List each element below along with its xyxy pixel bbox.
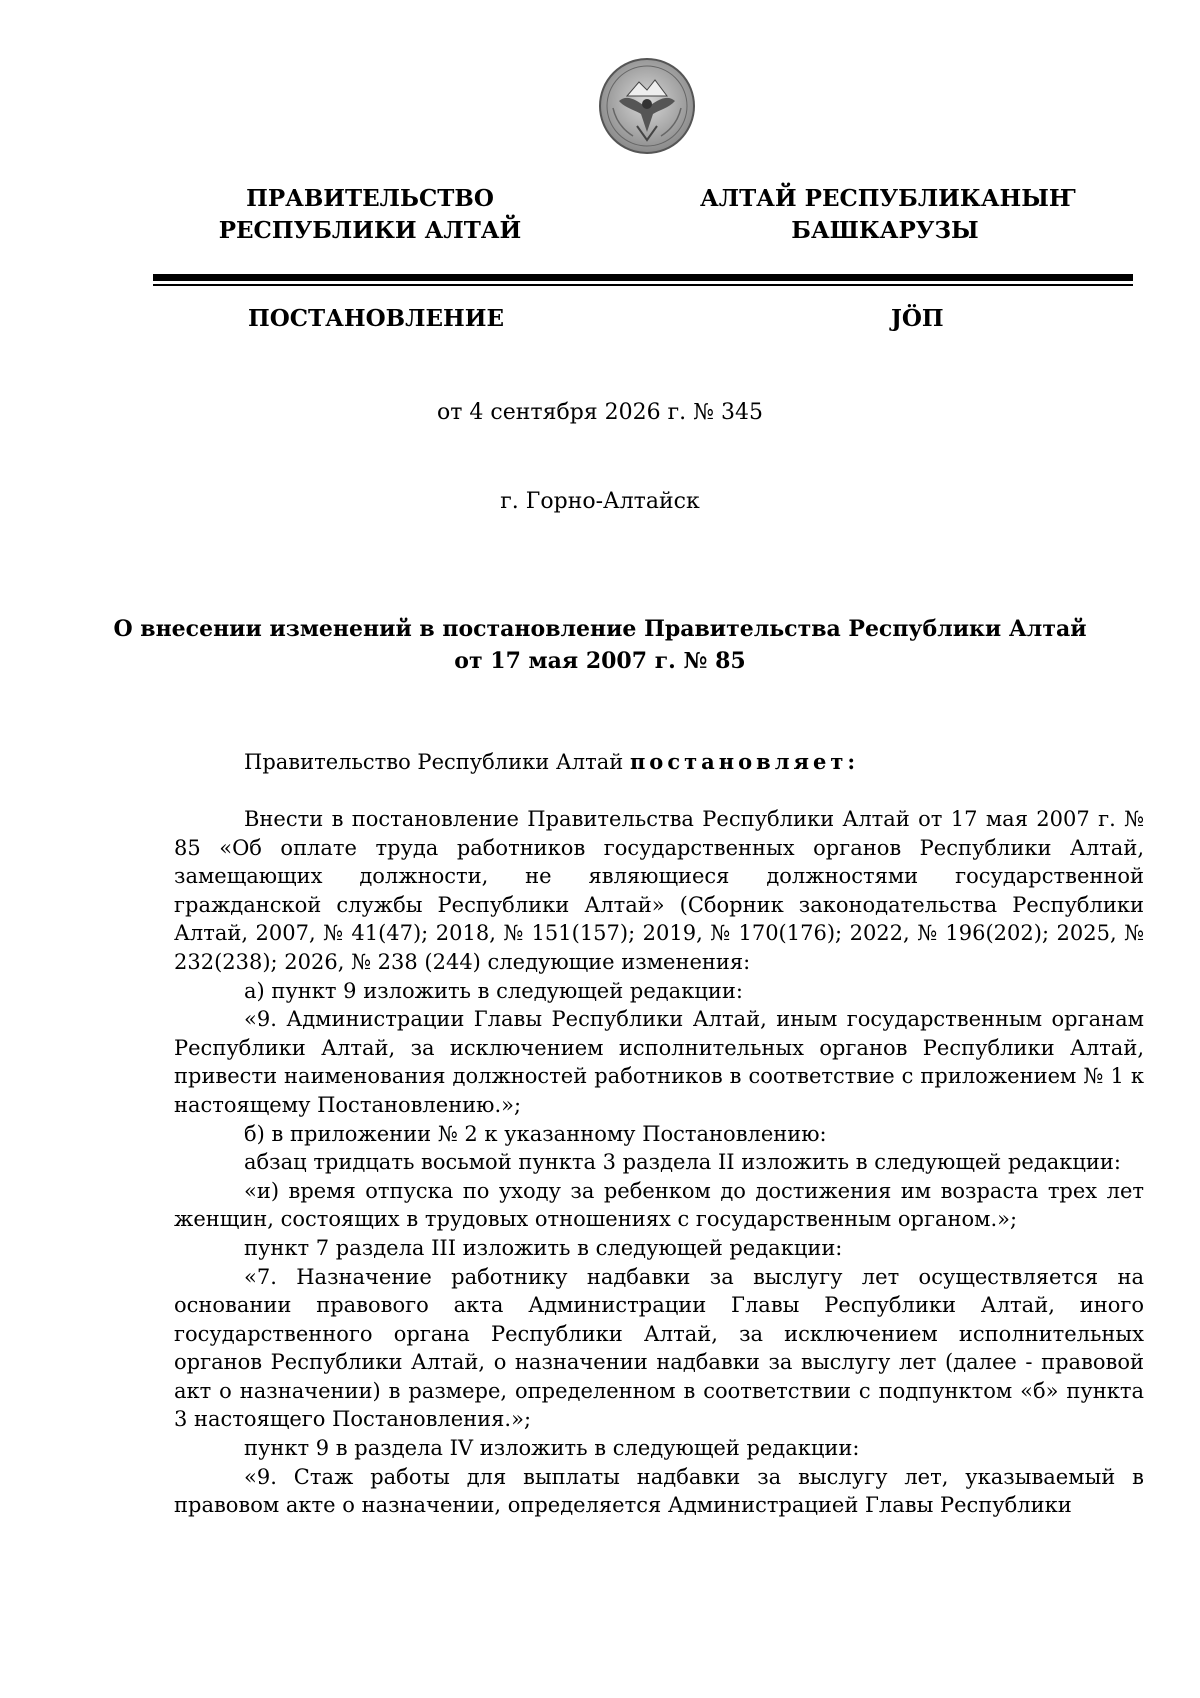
document-title — [0, 613, 1200, 677]
body-paragraph: Внести в постановление Правительства Республики Алтай от 17 мая 2007 г. № 85 «Об оплате труда работников государственных органов Республики Алтай, замещающих должности, не являющиеся должностями государственной гражданской службы Республики Алтай» (Сборник законодательства Республики Алтай, 2007, № 41(47); 2018, № 151(157); 2019, № 170(176); 2022, № 196(202); 2025, № 232(238); 2026, № 238 (244) следующие изменения: — [174, 807, 1144, 974]
body-paragraph: а) пункт 9 изложить в следующей редакции: — [244, 978, 743, 1003]
issuer-line: БАШКАРУЗЫ — [791, 217, 979, 244]
issuer-line: ПРАВИТЕЛЬСТВО — [246, 185, 494, 212]
intro-text: Правительство Республики Алтай — [244, 750, 630, 774]
intro-emphasis: постановляет: — [629, 749, 860, 774]
document-type-russian: ПОСТАНОВЛЕНИЕ — [248, 305, 504, 332]
body-paragraph: абзац тридцать восьмой пункта 3 раздела II изложить в следующей редакции: — [244, 1150, 1121, 1175]
issuer-line: РЕСПУБЛИКИ АЛТАЙ — [218, 217, 522, 244]
issuer-name-russian — [200, 183, 540, 247]
body-paragraph: пункт 7 раздела III изложить в следующей редакции: — [244, 1235, 843, 1260]
resolution-intro — [174, 748, 1144, 777]
body-paragraph: «и) время отпуска по уходу за ребенком до достижения им возраста трех лет женщин, состоящих в трудовых отношениях с государственным органом.»; — [174, 1178, 1144, 1232]
body-paragraph: «7. Назначение работнику надбавки за выслугу лет осуществляется на основании правового акта Администрации Главы Республики Алтай, иного государственного органа Республики Алтай, за исключением исполнительных органов Республики Алтай, о назначении надбавки за выслугу лет (далее - правовой акт о назначении) в размере, определенном в соответствии с подпунктом «б» пункта 3 настоящего Постановления.»; — [174, 1264, 1144, 1432]
header-divider-thin — [153, 284, 1133, 286]
document-date-number: от 4 сентября 2026 г. № 345 — [437, 400, 763, 425]
header-divider-thick — [153, 274, 1133, 281]
body-paragraph: «9. Администрации Главы Республики Алтай, иным государственным органам Республики Алтай, за исключением исполнительных органов Республики Алтай, привести наименования должностей работников в соответствие с приложением № 1 к настоящему Постановлению.»; — [174, 1007, 1144, 1117]
body-paragraph: б) в приложении № 2 к указанному Постановлению: — [244, 1121, 827, 1146]
coat-of-arms-icon — [597, 56, 697, 156]
document-type-altai: JӦП — [891, 305, 944, 332]
document-city: г. Горно-Алтайск — [500, 489, 700, 514]
title-line: О внесении изменений в постановление Правительства Республики Алтай — [113, 616, 1087, 642]
document-body — [174, 805, 1144, 1520]
issuer-name-altai — [700, 183, 1076, 247]
issuer-line: АЛТАЙ РЕСПУБЛИКАНЫҤ — [700, 185, 1076, 212]
body-paragraph: «9. Стаж работы для выплаты надбавки за выслугу лет, указываемый в правовом акте о назначении, определяется Администрацией Главы Республики — [174, 1464, 1144, 1518]
body-paragraph: пункт 9 в раздела IV изложить в следующей редакции: — [244, 1436, 860, 1461]
title-line: от 17 мая 2007 г. № 85 — [454, 648, 746, 674]
